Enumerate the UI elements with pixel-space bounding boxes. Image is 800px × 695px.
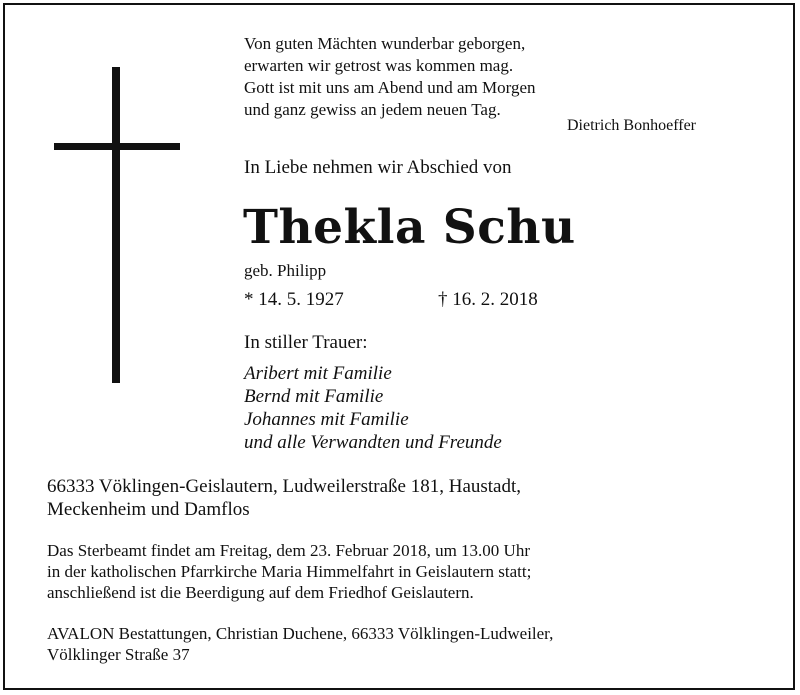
farewell-intro: In Liebe nehmen wir Abschied von: [244, 157, 512, 178]
maiden-name: geb. Philipp: [244, 261, 327, 280]
cross-vertical-bar: [112, 67, 120, 383]
cross-horizontal-bar: [54, 143, 180, 150]
address-line: Meckenheim und Damflos: [47, 499, 250, 520]
service-line: Das Sterbeamt findet am Freitag, dem 23. Februar 2018, um 13.00 Uhr: [47, 541, 530, 560]
poem-line: Von guten Mächten wunderbar geborgen,: [244, 34, 526, 53]
service-line: in der katholischen Pfarrkirche Maria Himmelfahrt in Geislautern statt;: [47, 562, 532, 581]
family-address: [47, 475, 521, 521]
mourner-item: Bernd mit Familie: [244, 386, 384, 407]
poem-line: erwarten wir getrost was kommen mag.: [244, 56, 514, 75]
mourners-list: [244, 362, 502, 454]
poem-line: und ganz gewiss an jedem neuen Tag.: [244, 100, 501, 119]
undertaker-info: [47, 623, 553, 665]
undertaker-line: Völklinger Straße 37: [47, 645, 190, 664]
undertaker-line: AVALON Bestattungen, Christian Duchene, 66333 Völklingen-Ludweiler,: [47, 624, 554, 643]
service-info: [47, 540, 531, 603]
mourners-heading: In stiller Trauer:: [244, 332, 368, 353]
address-line: 66333 Vöklingen-Geislautern, Ludweilerstraße 181, Haustadt,: [47, 476, 522, 497]
deceased-name: Thekla Schu: [243, 200, 576, 255]
mourner-item: und alle Verwandten und Freunde: [244, 432, 502, 453]
service-line: anschließend ist die Beerdigung auf dem Friedhof Geislautern.: [47, 583, 474, 602]
poem: [244, 33, 536, 121]
mourner-item: Johannes mit Familie: [244, 409, 409, 430]
mourner-item: Aribert mit Familie: [244, 363, 392, 384]
death-date: † 16. 2. 2018: [438, 289, 538, 310]
poem-author: Dietrich Bonhoeffer: [567, 117, 696, 134]
birth-date: * 14. 5. 1927: [244, 289, 344, 310]
poem-line: Gott ist mit uns am Abend und am Morgen: [244, 78, 536, 97]
